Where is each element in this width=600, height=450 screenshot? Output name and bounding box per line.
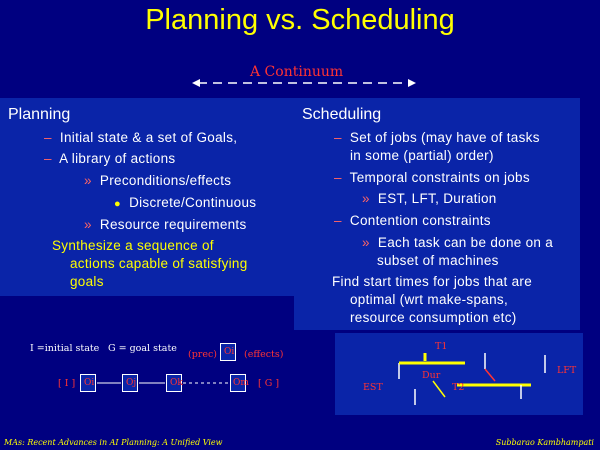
action-box: Oj — [122, 374, 138, 392]
goal-state-label: G = goal state — [108, 343, 177, 354]
scheduling-item: – Contention constraints — [334, 213, 491, 228]
precond-label: (prec) — [188, 349, 217, 360]
schedule-lines — [335, 333, 583, 415]
planning-synth-line: actions capable of satisfying — [70, 256, 248, 271]
scheduling-find-line: Find start times for jobs that are — [332, 274, 533, 289]
start-state: [ I ] — [58, 378, 76, 389]
duration-label: Dur — [422, 370, 441, 381]
planning-subitem: » Resource requirements — [84, 217, 247, 232]
action-box: Ok — [166, 374, 182, 392]
action-box: Oi — [80, 374, 96, 392]
effects-label: (effects) — [244, 349, 284, 360]
est-label: EST — [363, 382, 383, 393]
scheduling-heading: Scheduling — [302, 106, 382, 123]
end-state: [ G ] — [258, 378, 280, 389]
scheduling-subitem-cont: subset of machines — [377, 253, 499, 268]
footer-right: Subbarao Kambhampati — [495, 438, 594, 447]
lft-label: LFT — [557, 365, 577, 376]
planning-heading: Planning — [8, 106, 71, 123]
initial-state-label: I =initial state — [30, 343, 100, 354]
scheduling-find-line: resource consumption etc) — [350, 310, 517, 325]
planning-item: – Initial state & a set of Goals, — [44, 130, 238, 145]
action-box-oi: Oi — [220, 343, 236, 361]
planning-item: – A library of actions — [44, 151, 176, 166]
scheduling-item-cont: in some (partial) order) — [350, 148, 494, 163]
scheduling-item: – Set of jobs (may have of tasks — [334, 130, 540, 145]
task-t2-label: T2 — [452, 382, 465, 393]
scheduling-find-line: optimal (wrt make-spans, — [350, 292, 508, 307]
planning-subitem: » Preconditions/effects — [84, 173, 232, 188]
continuum-label: A Continuum — [250, 64, 344, 80]
scheduling-item: – Temporal constraints on jobs — [334, 170, 530, 185]
planning-subsubitem: ● Discrete/Continuous — [114, 195, 257, 210]
scheduling-subitem: » Each task can be done on a — [362, 235, 554, 250]
planning-synth-line: Synthesize a sequence of — [52, 238, 214, 253]
scheduling-subitem: » EST, LFT, Duration — [362, 191, 497, 206]
slide-title: Planning vs. Scheduling — [145, 4, 455, 36]
action-box: Om — [230, 374, 246, 392]
action-arrows — [95, 370, 235, 400]
continuum-arrow — [192, 78, 416, 88]
task-t1-label: T1 — [435, 341, 448, 352]
planning-synth-line: goals — [70, 274, 104, 289]
footer-left: MAs: Recent Advances in AI Planning: A Unified View — [4, 438, 223, 447]
